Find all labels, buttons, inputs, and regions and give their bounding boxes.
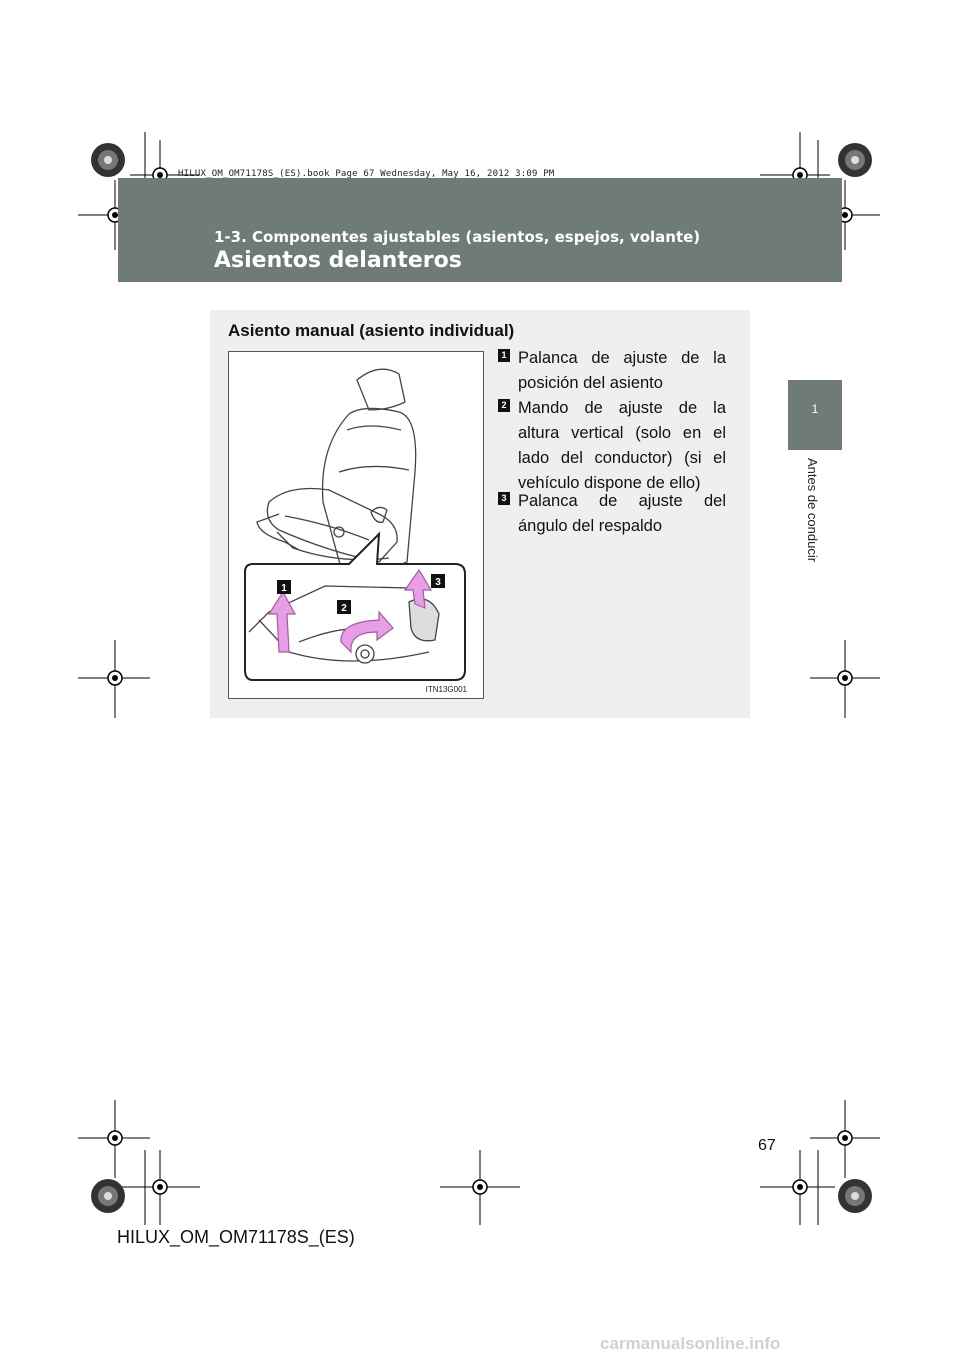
page-number: 67 [758,1137,776,1154]
callout-1: 1 [281,583,287,594]
legend-text: Mando de ajuste de la altura vertical (solo en el lado del conductor) (si el vehículo dispone de ello) [518,399,726,492]
legend-text: Palanca de ajuste del ángulo del respaldo [518,492,726,535]
book-file-info: HILUX_OM_OM71178S_(ES).book Page 67 Wednesday, May 16, 2012 3:09 PM [178,169,555,179]
callout-3: 3 [435,577,441,588]
seat-figure [228,351,484,699]
watermark: carmanualsonline.info [600,1334,781,1353]
legend-number: 2 [498,399,510,412]
document-code: HILUX_OM_OM71178S_(ES) [117,1227,355,1247]
seat-illustration [229,352,483,698]
section-title: 1-3. Componentes ajustables (asientos, espejos, volante) [214,228,701,246]
chapter-label: Antes de conducir [805,458,820,563]
figure-code: ITN13G001 [425,685,467,694]
legend-text: Palanca de ajuste de la posición del asiento [518,349,726,392]
callout-2: 2 [341,603,347,614]
content-heading: Asiento manual (asiento individual) [228,321,515,340]
page-title: Asientos delanteros [214,248,462,273]
legend-number: 1 [498,349,510,362]
legend-number: 3 [498,492,510,505]
chapter-number: 1 [811,402,819,416]
